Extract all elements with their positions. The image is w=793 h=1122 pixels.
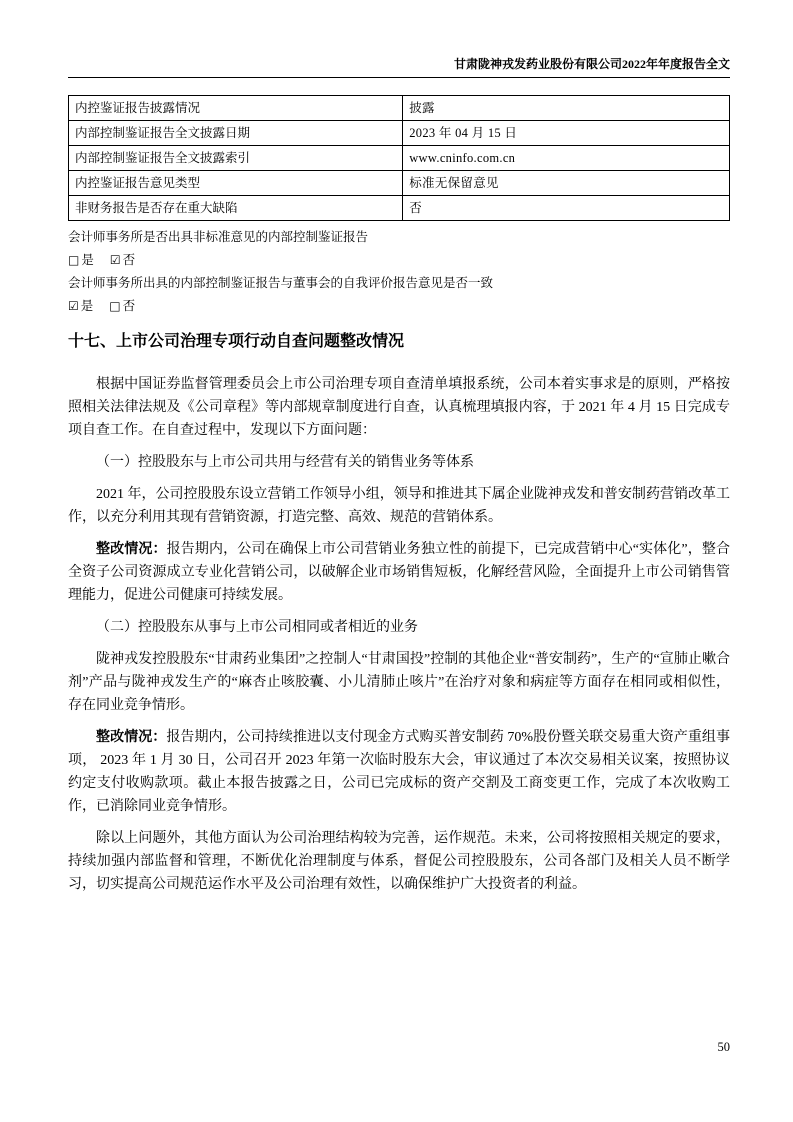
page-header — [68, 56, 730, 78]
paragraph-text: 报告期内，公司持续推进以支付现金方式购买普安制药 70%股份暨关联交易重大资产重组事项， 2023 年 1 月 30 日，公司召开 2023 年第一次临时股东大会，审议通过了本次交易相关议案，按照协议约定支付收购款项。截止本报告披露之日，公司已完成标的资产交割及工商变更工作，完成了本次收购工作，已消除同业竞争情形。 — [68, 730, 730, 814]
audit-opinion-section — [68, 226, 730, 318]
checkbox-icon: □ — [109, 299, 121, 313]
table-cell-value: 披露 — [403, 96, 730, 121]
paragraph — [68, 827, 730, 896]
paragraph-lead: 整改情况： — [96, 730, 167, 745]
table-row — [69, 196, 730, 221]
checkbox-icon: ☑ — [68, 299, 79, 313]
checkbox-icon: ☑ — [109, 253, 121, 267]
paragraph-text: 根据中国证券监督管理委员会上市公司治理专项自查清单填报系统，公司本着实事求是的原则，严格按照相关法律法规及《公司章程》等内部规章制度进行自查，认真梳理填报内容，于 2021 年 4 月 15 日完成专项自查工作。在自查过程中，发现以下方面问题： — [68, 377, 730, 438]
checkbox-icon: □ — [68, 253, 80, 267]
disclosure-table — [68, 95, 730, 221]
paragraph — [68, 538, 730, 607]
paragraph-text: 除以上问题外，其他方面认为公司治理结构较为完善，运作规范。未来，公司将按照相关规定的要求，持续加强内部监督和管理，不断优化治理制度与体系，督促公司控股股东，公司各部门及相关人员不断学习，切实提高公司规范运作水平及公司治理有效性，以确保维护广大投资者的利益。 — [68, 831, 730, 892]
table-cell-value: 否 — [403, 196, 730, 221]
paragraph — [68, 483, 730, 529]
table-row — [69, 96, 730, 121]
table-cell-label: 内控鉴证报告意见类型 — [69, 171, 403, 196]
paragraph-text: （一）控股股东与上市公司共用与经营有关的销售业务等体系 — [96, 455, 474, 470]
paragraph-text: 报告期内，公司在确保上市公司营销业务独立性的前提下，已完成营销中心“实体化”，整合全资子公司资源成立专业化营销公司，以破解企业市场销售短板，化解经营风险，全面提升上市公司销售管理能力，促进公司健康可持续发展。 — [68, 542, 730, 603]
checkbox-label: 是 — [81, 253, 94, 267]
paragraph — [68, 648, 730, 717]
answer-option — [109, 299, 135, 313]
table-row — [69, 121, 730, 146]
answer-option — [68, 299, 93, 313]
audit-answer-1 — [68, 249, 730, 272]
header-title: 甘肃陇神戎发药业股份有限公司2022年年度报告全文 — [453, 57, 730, 71]
paragraph — [68, 373, 730, 442]
answer-option — [110, 253, 135, 267]
answer-option — [68, 253, 94, 267]
table-row — [69, 146, 730, 171]
table-cell-label: 内部控制鉴证报告全文披露日期 — [69, 121, 403, 146]
table-cell-value: 标准无保留意见 — [403, 171, 730, 196]
audit-answer-2 — [68, 295, 730, 318]
table-cell-label: 内部控制鉴证报告全文披露索引 — [69, 146, 403, 171]
paragraph — [68, 451, 730, 474]
paragraph-lead: 整改情况： — [96, 542, 167, 557]
paragraph-text: 2021 年，公司控股股东设立营销工作领导小组，领导和推进其下属企业陇神戎发和普安制药营销改革工作，以充分利用其现有营销资源，打造完整、高效、规范的营销体系。 — [68, 487, 730, 525]
table-cell-label: 非财务报告是否存在重大缺陷 — [69, 196, 403, 221]
paragraph — [68, 616, 730, 639]
table-cell-value: 2023 年 04 月 15 日 — [403, 121, 730, 146]
table-cell-label: 内控鉴证报告披露情况 — [69, 96, 403, 121]
page-number: 50 — [717, 1040, 730, 1054]
checkbox-label: 否 — [122, 299, 136, 313]
checkbox-label: 是 — [80, 299, 94, 313]
audit-question-1: 会计师事务所是否出具非标准意见的内部控制鉴证报告 — [68, 230, 369, 244]
paragraph-text: 陇神戎发控股股东“甘肃药业集团”之控制人“甘肃国投”控制的其他企业“普安制药”，生产的“宣肺止嗽合剂”产品与陇神戎发生产的“麻杏止咳胶囊、小儿清肺止咳片”在治疗对象和病症等方面存在相同或相似性，存在同业竞争情形。 — [68, 652, 730, 713]
table-cell-value: www.cninfo.com.cn — [403, 146, 730, 171]
audit-question-2: 会计师事务所出具的内部控制鉴证报告与董事会的自我评价报告意见是否一致 — [68, 276, 494, 290]
paragraph-text: （二）控股股东从事与上市公司相同或者相近的业务 — [96, 620, 418, 635]
checkbox-label: 否 — [122, 253, 136, 267]
table-row — [69, 171, 730, 196]
section-heading: 十七、上市公司治理专项行动自查问题整改情况 — [68, 333, 405, 350]
paragraph — [68, 726, 730, 818]
